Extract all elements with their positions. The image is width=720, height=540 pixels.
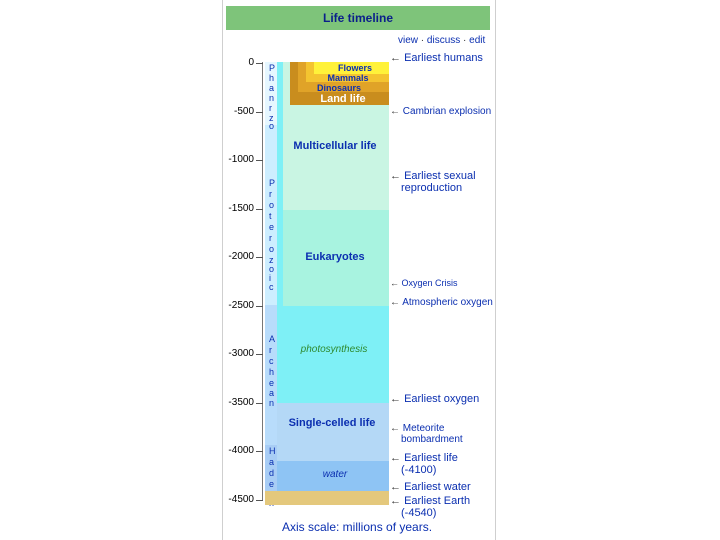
event-earliest-sexual-reproduction[interactable]	[390, 170, 493, 194]
left-arrow-icon: ←	[390, 278, 399, 288]
event-meteorite-bombardment[interactable]	[390, 423, 481, 445]
eon-letter: A	[269, 334, 276, 344]
timeline-title: Life timeline	[226, 6, 490, 30]
eon-letter: r	[269, 189, 272, 199]
tick-mark	[256, 451, 263, 452]
tick-label-2000: -2000	[228, 251, 254, 262]
eon-letter: P	[269, 63, 276, 73]
water-label: water	[322, 469, 348, 480]
event-label: Cambrian explosion	[402, 106, 492, 117]
eon-letter: a	[269, 83, 275, 93]
tick-mark	[256, 209, 263, 210]
axis-line	[262, 62, 263, 500]
left-arrow-icon: ←	[390, 481, 401, 493]
tick-label-500: -500	[233, 106, 254, 117]
left-arrow-icon: ←	[390, 423, 400, 434]
discuss-link[interactable]: discuss	[426, 35, 461, 46]
eon-letter: n	[269, 93, 275, 103]
eon-letter: d	[269, 468, 275, 478]
tick-label-4500: -4500	[228, 494, 254, 505]
tick-mark	[256, 403, 263, 404]
axis-scale-caption: Axis scale: millions of years.	[282, 520, 433, 534]
eon-letter: c	[269, 282, 274, 292]
tick-mark	[256, 63, 263, 64]
eon-letter: e	[269, 479, 275, 489]
left-arrow-icon: ←	[390, 393, 401, 405]
tick-mark	[256, 500, 263, 501]
event-earliest-earth[interactable]	[390, 495, 481, 519]
event-oxygen-crisis[interactable]	[390, 278, 458, 288]
eon-letter: n	[269, 398, 275, 408]
eon-letter: o	[269, 200, 275, 210]
event-earliest-oxygen[interactable]	[390, 393, 479, 405]
eon-letter: a	[269, 388, 275, 398]
tick-label-0: 0	[248, 57, 254, 68]
event-label: Earliest water	[404, 481, 471, 493]
tick-label-1500: -1500	[228, 203, 254, 214]
event-label: Earliest humans	[404, 52, 483, 64]
left-arrow-icon: ←	[390, 52, 401, 64]
event-earliest-life[interactable]	[390, 452, 471, 476]
tick-mark	[256, 160, 263, 161]
link-separator: ·	[460, 35, 470, 46]
eon-letter: z	[269, 255, 274, 265]
eon-letter: r	[269, 345, 272, 355]
tick-label-4000: -4000	[228, 445, 254, 456]
event-label: Earliest life (-4100)	[401, 452, 458, 476]
event-label: Oxygen Crisis	[401, 278, 458, 288]
eon-letter: r	[269, 233, 272, 243]
event-label: Meteorite bombardment	[401, 423, 463, 445]
eon-letter: P	[269, 178, 276, 188]
event-label: Earliest oxygen	[404, 393, 480, 405]
land-life-label: Land life	[320, 93, 366, 105]
event-earliest-humans[interactable]	[390, 52, 483, 64]
tick-mark	[256, 354, 263, 355]
eon-letter: a	[269, 457, 275, 467]
eon-letter: z	[269, 113, 274, 123]
tick-label-2500: -2500	[228, 300, 254, 311]
left-arrow-icon: ←	[390, 495, 401, 507]
flowers-label: Flowers	[337, 63, 372, 73]
eukaryotes-label: Eukaryotes	[305, 251, 365, 263]
tick-label-3000: -3000	[228, 348, 254, 359]
event-atmospheric-oxygen[interactable]	[390, 297, 493, 308]
event-label: Earliest Earth (-4540)	[401, 495, 471, 519]
left-arrow-icon: ←	[390, 106, 400, 117]
edit-link[interactable]: edit	[469, 35, 486, 46]
template-links	[398, 35, 485, 46]
eon-letter: e	[269, 222, 275, 232]
eon-letter: r	[269, 103, 272, 113]
eon-letter: e	[269, 378, 275, 388]
left-arrow-icon: ←	[390, 297, 400, 308]
eon-letter: h	[269, 73, 275, 83]
eon-letter: i	[269, 273, 271, 283]
event-earliest-water[interactable]	[390, 481, 471, 493]
earliest-earth-block	[265, 491, 389, 505]
left-arrow-icon: ←	[390, 170, 401, 182]
dinosaurs-label: Dinosaurs	[316, 83, 361, 93]
event-label: Atmospheric oxygen	[402, 297, 493, 308]
link-separator: ·	[418, 35, 427, 46]
single-celled-label: Single-celled life	[288, 417, 376, 429]
tick-label-3500: -3500	[228, 397, 254, 408]
eon-letter: o	[269, 244, 275, 254]
view-link[interactable]: view	[398, 35, 419, 46]
left-arrow-icon: ←	[390, 452, 401, 464]
eon-letter: H	[269, 446, 276, 456]
tick-label-1000: -1000	[228, 154, 254, 165]
eon-letter: h	[269, 367, 275, 377]
tick-mark	[256, 257, 263, 258]
eon-letter: o	[269, 264, 275, 274]
event-label: Earliest sexual reproduction	[401, 170, 476, 194]
eon-letter: t	[269, 211, 272, 221]
eon-letter: c	[269, 356, 274, 366]
event-cambrian-explosion[interactable]	[390, 106, 491, 117]
tick-mark	[256, 306, 263, 307]
mammals-label: Mammals	[327, 73, 369, 83]
multicellular-label: Multicellular life	[293, 140, 377, 152]
eon-letter: o	[269, 121, 275, 131]
photosynthesis-label: photosynthesis	[300, 344, 368, 355]
tick-mark	[256, 112, 263, 113]
